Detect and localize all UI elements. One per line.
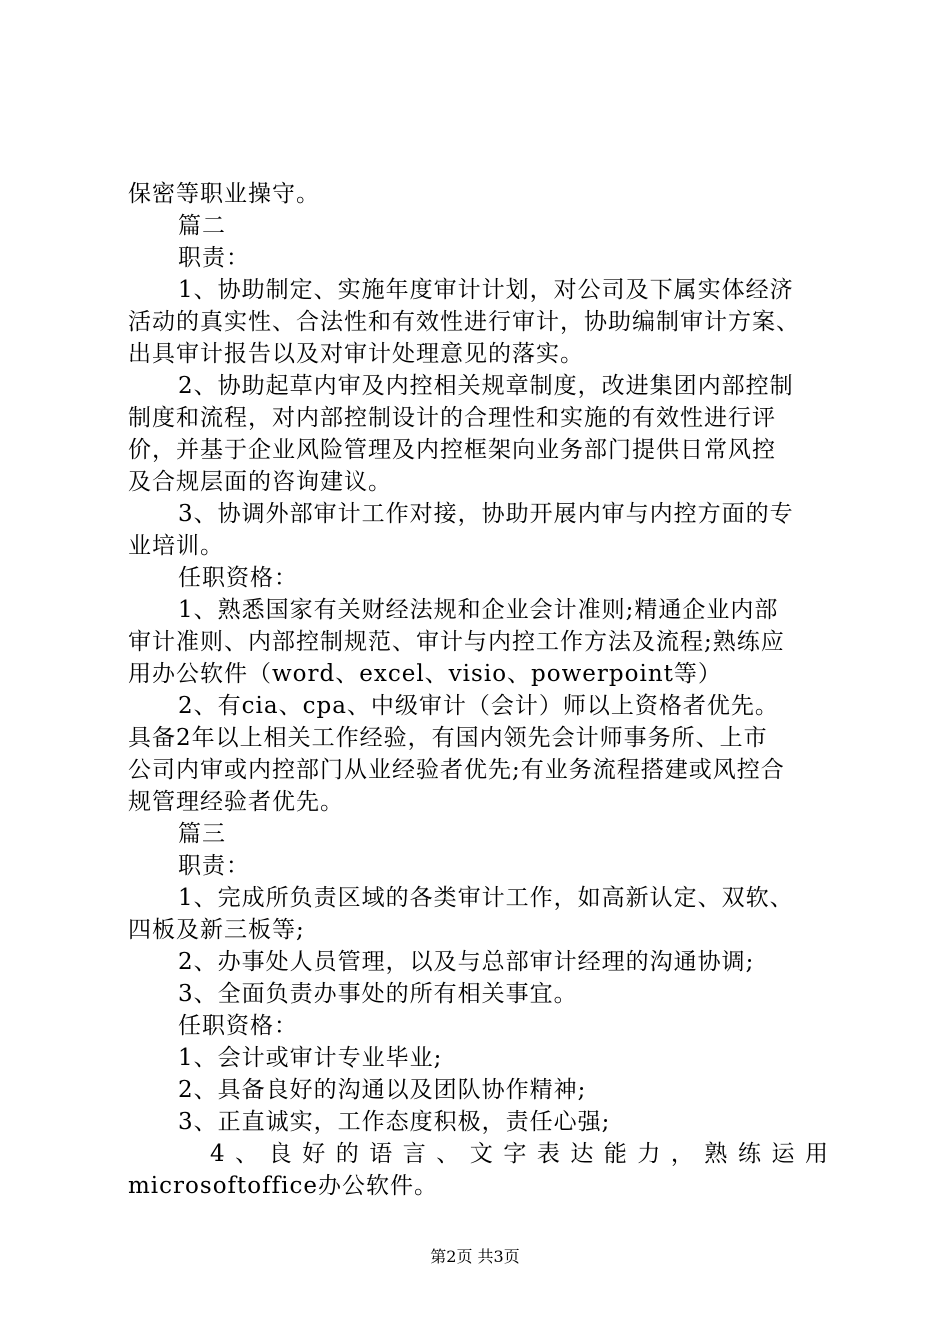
text-line: 活动的真实性、合法性和有效性进行审计，协助编制审计方案、 [128,309,800,335]
text-line: 审计准则、内部控制规范、审计与内控工作方法及流程;熟练应 [128,629,785,655]
section-heading: 篇三 [178,821,226,847]
text-line: 3、协调外部审计工作对接，协助开展内审与内控方面的专 [178,501,794,527]
text-line: 2、有cia、cpa、中级审计（会计）师以上资格者优先。 [178,693,779,719]
text-line: 2、办事处人员管理，以及与总部审计经理的沟通协调; [178,949,755,975]
subheading: 任职资格： [178,1013,298,1039]
text-line: 3、全面负责办事处的所有相关事宜。 [178,981,578,1007]
text-line: 价，并基于企业风险管理及内控框架向业务部门提供日常风控 [128,437,776,463]
text-line: 3、正直诚实，工作态度积极，责任心强; [178,1109,611,1135]
subheading: 职责： [178,245,250,271]
text-line: 业培训。 [128,533,224,559]
text-line: 用办公软件（word、excel、visio、powerpoint等） [128,661,722,687]
text-line: 1、协助制定、实施年度审计计划，对公司及下属实体经济 [178,277,794,303]
subheading: 任职资格： [178,565,298,591]
text-line: 1、完成所负责区域的各类审计工作，如高新认定、双软、 [178,885,794,911]
text-line: 具备2年以上相关工作经验，有国内领先会计师事务所、上市 [128,725,768,751]
text-line: 1、熟悉国家有关财经法规和企业会计准则;精通企业内部 [178,597,779,623]
text-line: 出具审计报告以及对审计处理意见的落实。 [128,341,584,367]
text-line: 1、会计或审计专业毕业; [178,1045,443,1071]
text-line: 规管理经验者优先。 [128,789,344,815]
text-line: 四板及新三板等; [128,917,305,943]
text-line: 2、具备良好的沟通以及团队协作精神; [178,1077,587,1103]
subheading: 职责： [178,853,250,879]
text-line: microsoftoffice办公软件。 [128,1173,439,1199]
text-line: 2、协助起草内审及内控相关规章制度，改进集团内部控制 [178,373,794,399]
text-line: 公司内审或内控部门从业经验者优先;有业务流程搭建或风控合 [128,757,785,783]
page-footer: 第2页 共3页 [430,1247,520,1266]
text-line: 制度和流程，对内部控制设计的合理性和实施的有效性进行评 [128,405,776,431]
text-line: 及合规层面的咨询建议。 [128,469,392,495]
section-heading: 篇二 [178,213,226,239]
text-line: 保密等职业操守。 [128,181,320,207]
text-line: 4、良好的语言、文字表达能力，熟练运用 [210,1141,828,1167]
